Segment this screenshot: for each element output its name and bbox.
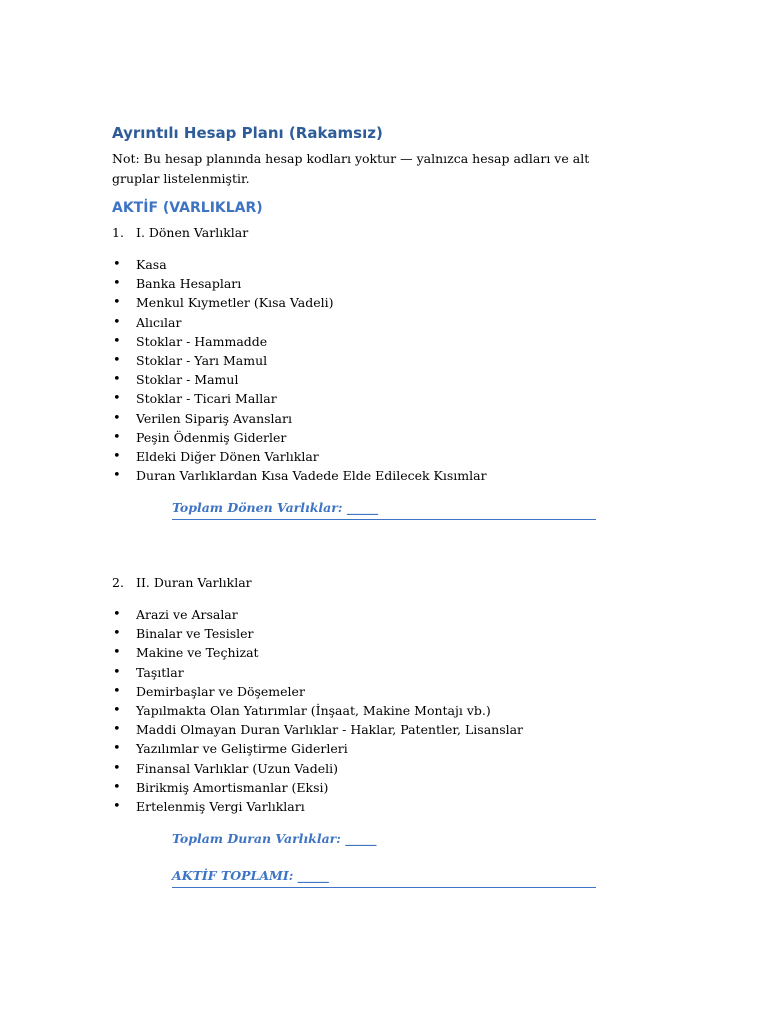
list-item-label: Makine ve Teçhizat xyxy=(136,645,259,661)
list-item-label: Kasa xyxy=(136,257,167,272)
bullet-icon: • xyxy=(113,468,121,484)
list-item-label: Maddi Olmayan Duran Varlıklar - Haklar, Patentler, Lisanslar xyxy=(136,722,524,738)
bullet-icon: • xyxy=(113,333,121,349)
bullet-icon: • xyxy=(113,276,121,292)
bullet-icon: • xyxy=(113,760,121,776)
bullet-list-donen-varliklar xyxy=(112,255,487,485)
section-heading-aktif: AKTİF (VARLIKLAR) xyxy=(112,200,263,216)
list-item xyxy=(112,624,523,643)
total-donen-varliklar: Toplam Dönen Varlıklar: _____ xyxy=(172,500,596,520)
list-item-label: Stoklar - Mamul xyxy=(136,372,239,388)
bullet-icon: • xyxy=(113,352,121,368)
list-item-label: Stoklar - Yarı Mamul xyxy=(136,352,268,368)
bullet-icon: • xyxy=(113,314,121,330)
list-item-label: Verilen Sipariş Avansları xyxy=(136,410,292,426)
list-item xyxy=(112,370,487,389)
list-item xyxy=(112,682,523,701)
list-item xyxy=(112,351,487,370)
note-paragraph: Not: Bu hesap planında hesap kodları yoktur — yalnızca hesap adları ve alt gruplar listelenmiştir. xyxy=(112,151,590,186)
list-item xyxy=(112,389,487,408)
list-item-label: Stoklar - Hammadde xyxy=(136,333,268,349)
list-item-label: Menkul Kıymetler (Kısa Vadeli) xyxy=(136,295,334,311)
list-item xyxy=(112,274,487,293)
bullet-icon: • xyxy=(113,683,121,699)
list-item-label: Alıcılar xyxy=(136,314,182,330)
list-item xyxy=(112,720,523,739)
total-duran-varliklar: Toplam Duran Varlıklar: _____ xyxy=(172,831,377,846)
list-item-label: Ertelenmiş Vergi Varlıkları xyxy=(136,798,305,814)
list-item xyxy=(112,739,523,758)
numbered-item-label: II. Duran Varlıklar xyxy=(136,575,252,590)
list-item xyxy=(112,759,523,778)
bullet-icon: • xyxy=(113,410,121,426)
list-item-label: Demirbaşlar ve Döşemeler xyxy=(136,683,305,699)
bullet-icon: • xyxy=(113,798,121,814)
list-item xyxy=(112,293,487,312)
list-item xyxy=(112,332,487,351)
numbered-item-donen-varliklar xyxy=(112,225,248,240)
list-item-label: Finansal Varlıklar (Uzun Vadeli) xyxy=(136,760,339,776)
bullet-icon: • xyxy=(113,722,121,738)
list-item xyxy=(112,797,523,816)
list-item-label: Yazılımlar ve Geliştirme Giderleri xyxy=(136,741,348,757)
list-number: 2. xyxy=(112,575,124,590)
list-item-label: Taşıtlar xyxy=(136,664,184,680)
bullet-icon: • xyxy=(113,448,121,464)
list-number: 1. xyxy=(112,225,124,240)
list-item xyxy=(112,313,487,332)
list-item-label: Binalar ve Tesisler xyxy=(136,626,254,642)
list-item xyxy=(112,447,487,466)
list-item xyxy=(112,701,523,720)
document-title: Ayrıntılı Hesap Planı (Rakamsız) xyxy=(112,124,383,142)
list-item xyxy=(112,255,487,274)
list-item-label: Yapılmakta Olan Yatırımlar (İnşaat, Makine Montajı vb.) xyxy=(136,702,491,718)
bullet-list-duran-varliklar xyxy=(112,605,523,816)
list-item xyxy=(112,643,523,662)
list-item-label: Eldeki Diğer Dönen Varlıklar xyxy=(136,448,319,464)
bullet-icon: • xyxy=(113,702,121,718)
list-item xyxy=(112,428,487,447)
list-item xyxy=(112,409,487,428)
list-item xyxy=(112,466,487,485)
bullet-icon: • xyxy=(113,391,121,407)
bullet-icon: • xyxy=(113,626,121,642)
list-item-label: Banka Hesapları xyxy=(136,276,242,292)
list-item xyxy=(112,778,523,797)
list-item-label: Birikmiş Amortismanlar (Eksi) xyxy=(136,779,329,795)
list-item xyxy=(112,663,523,682)
list-item-label: Stoklar - Ticari Mallar xyxy=(136,391,277,407)
list-item xyxy=(112,605,523,624)
bullet-icon: • xyxy=(113,429,121,445)
numbered-item-duran-varliklar xyxy=(112,575,252,590)
bullet-icon: • xyxy=(113,372,121,388)
bullet-icon: • xyxy=(113,645,121,661)
bullet-icon: • xyxy=(113,664,121,680)
bullet-icon: • xyxy=(113,295,121,311)
bullet-icon: • xyxy=(113,257,121,272)
list-item-label: Duran Varlıklardan Kısa Vadede Elde Edilecek Kısımlar xyxy=(136,468,487,484)
list-item-label: Peşin Ödenmiş Giderler xyxy=(136,429,287,445)
bullet-icon: • xyxy=(113,607,121,622)
numbered-item-label: I. Dönen Varlıklar xyxy=(136,225,249,240)
bullet-icon: • xyxy=(113,779,121,795)
list-item-label: Arazi ve Arsalar xyxy=(136,607,238,622)
aktif-toplami: AKTİF TOPLAMI: _____ xyxy=(172,868,596,888)
bullet-icon: • xyxy=(113,741,121,757)
